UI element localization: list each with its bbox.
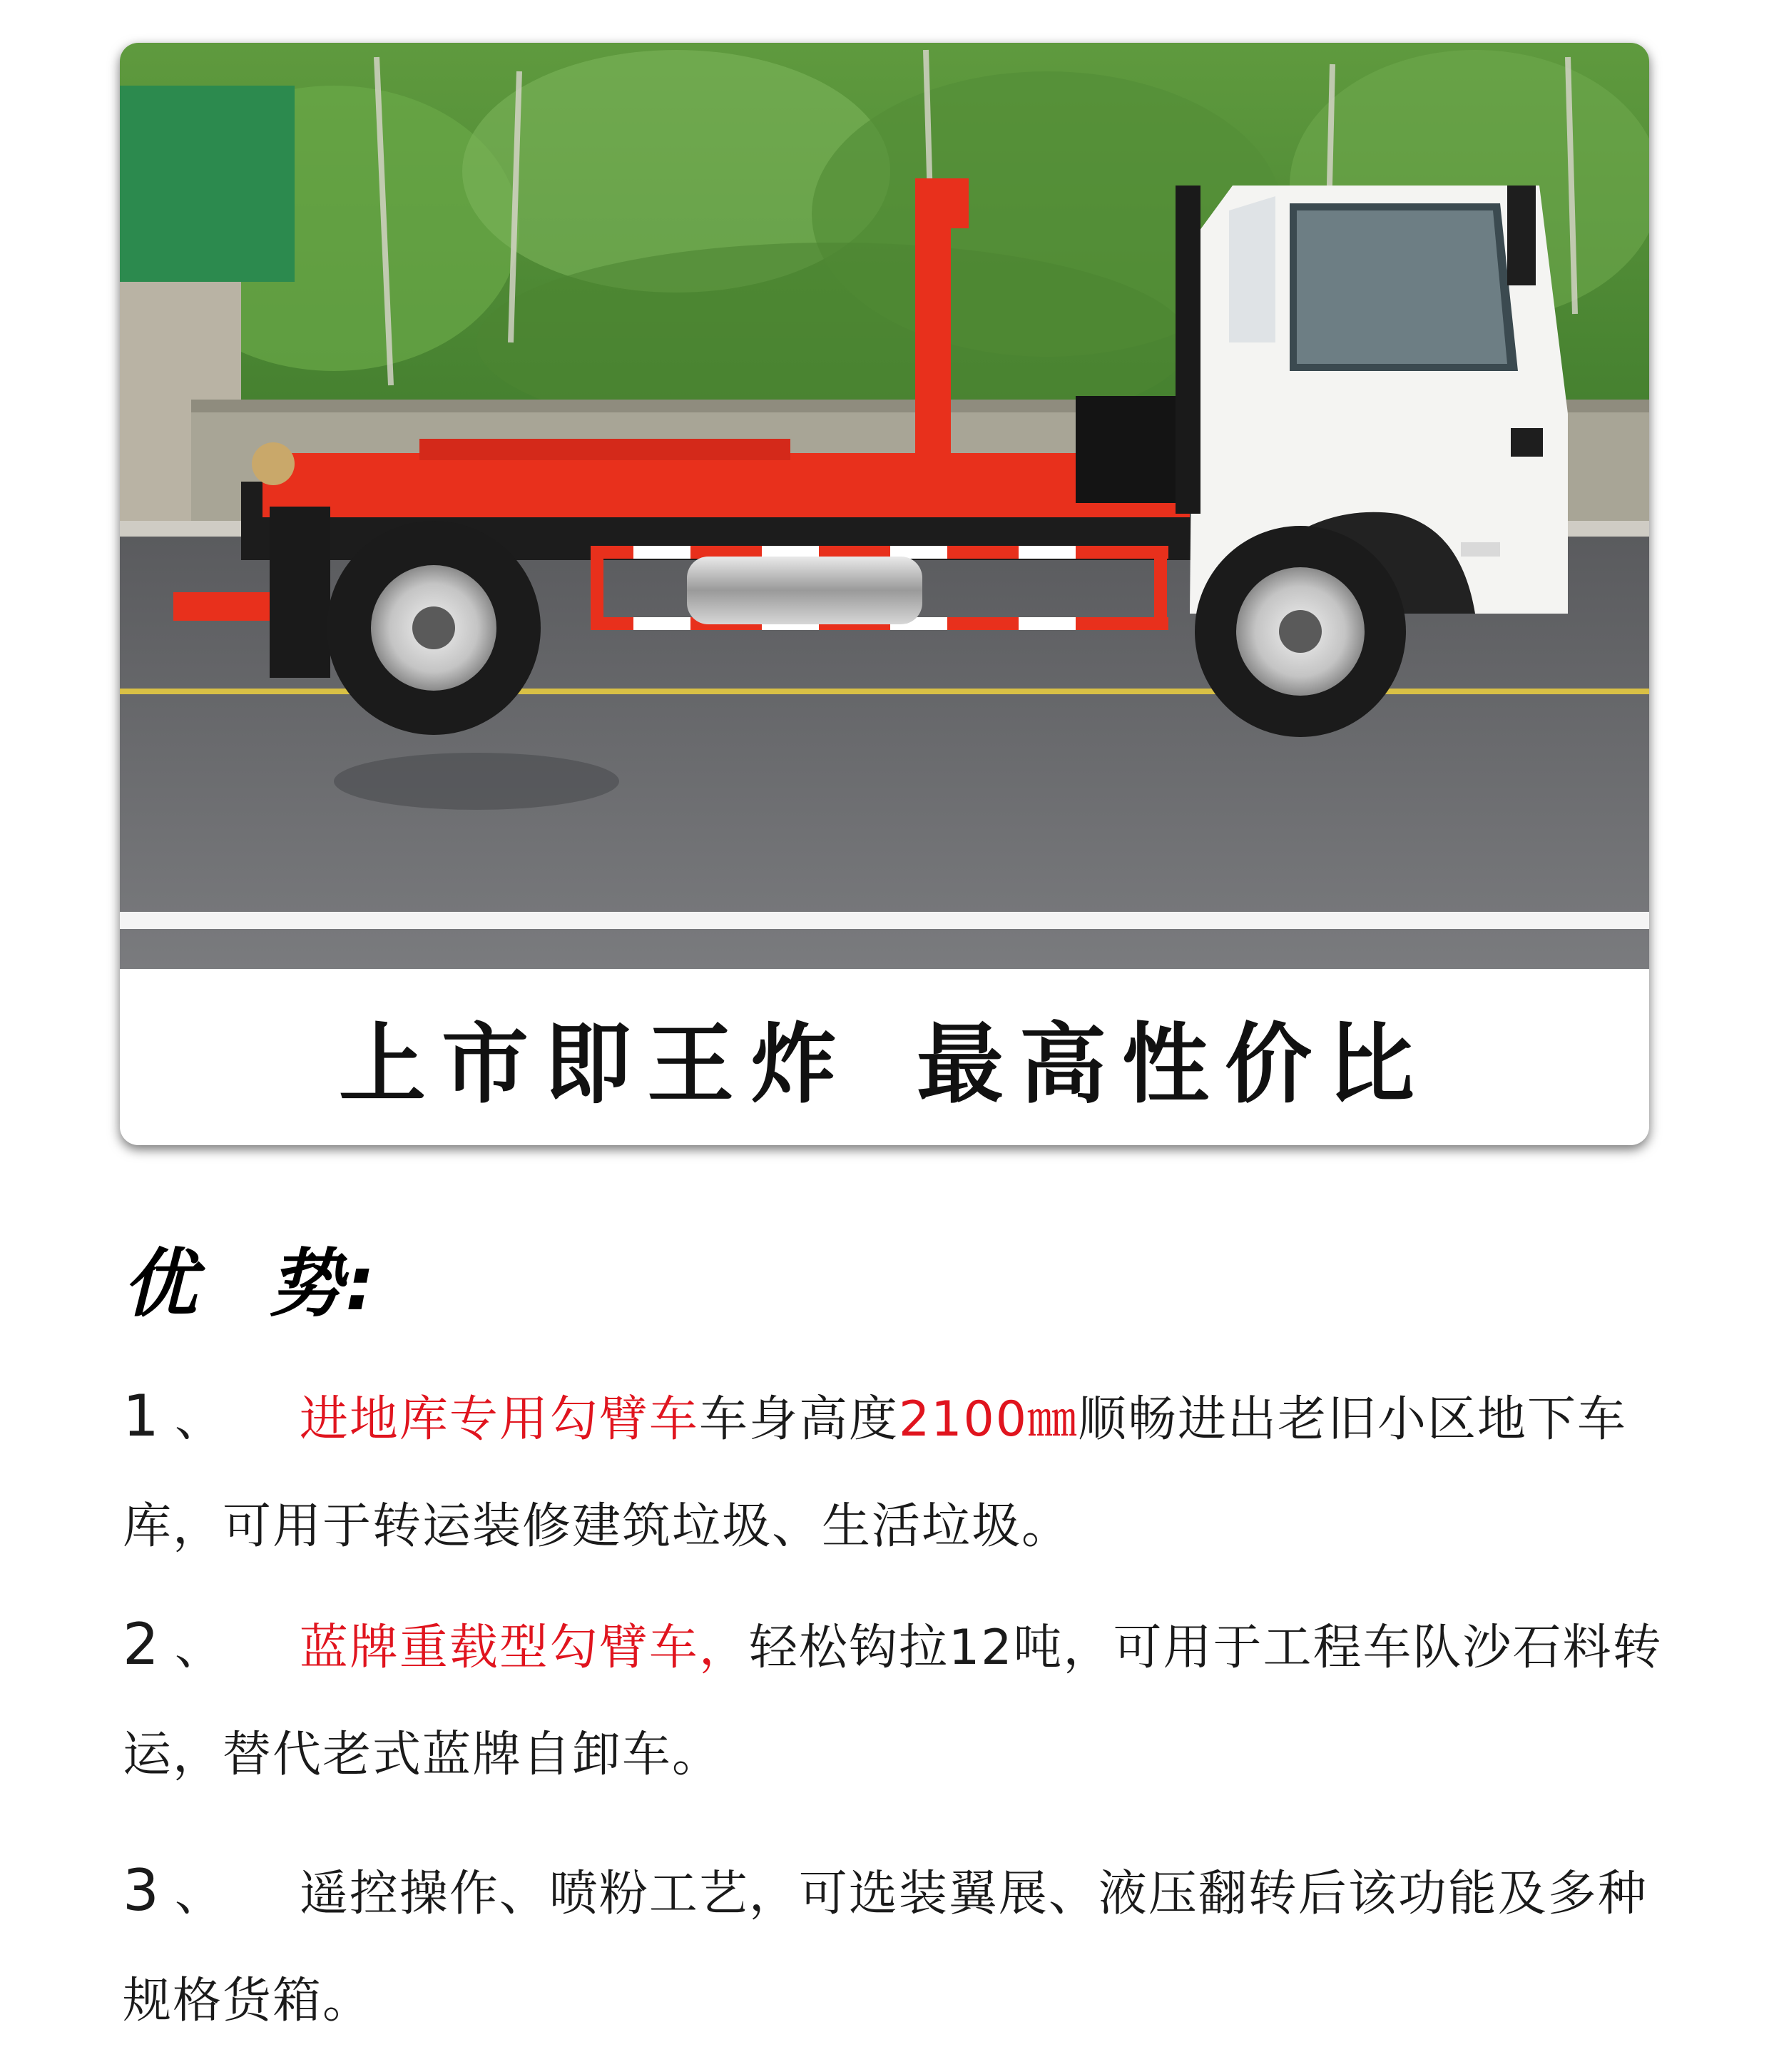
heading-right: 势:	[268, 1240, 378, 1327]
hero-card	[120, 43, 1649, 1145]
item-text-2: 顺畅进出老旧小区地下车库，可用于转运装修建筑垃圾、生活垃圾。	[123, 1391, 1628, 1555]
item-number: 2	[123, 1611, 160, 1677]
slogan-right: 最高性价比	[917, 1012, 1430, 1115]
item-highlight: 进地库专用勾臂车	[299, 1391, 699, 1448]
slogan-left: 上市即王炸	[339, 1012, 852, 1115]
advantages-heading	[123, 1224, 378, 1331]
slogan-banner	[120, 969, 1649, 1145]
item-highlight-height: 2100㎜	[898, 1391, 1079, 1448]
item-separator: 、	[174, 1620, 225, 1676]
heading-left: 优	[123, 1240, 200, 1327]
item-text: 遥控操作、喷粉工艺，可选装翼展、液压翻转后该功能及多种规格货箱。	[123, 1866, 1648, 2029]
advantage-item-3	[123, 1837, 1663, 2055]
truck-photo	[120, 43, 1649, 969]
item-highlight: 蓝牌重载型勾臂车，	[299, 1620, 749, 1676]
item-separator: 、	[174, 1391, 225, 1448]
item-separator: 、	[174, 1866, 225, 1922]
advantage-item-2	[123, 1591, 1663, 1809]
item-number: 3	[123, 1857, 160, 1924]
advantage-item-1	[123, 1363, 1663, 1580]
item-number: 1	[123, 1383, 160, 1449]
item-text: 车身高度	[698, 1391, 899, 1448]
item-text: 轻松钩拉12吨，可用于工程车队沙石料转运，替代老式蓝牌自卸车。	[123, 1620, 1663, 1783]
